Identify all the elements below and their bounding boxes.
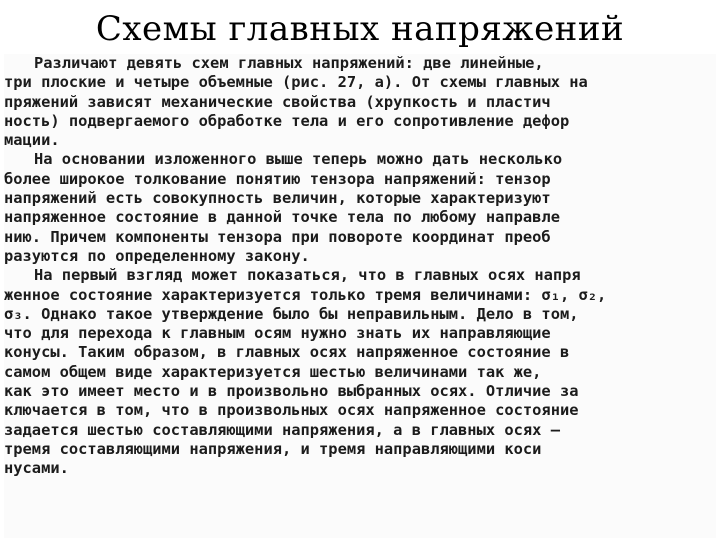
text-line: мации. — [4, 131, 60, 150]
text-line: разуются по определенному закону. — [4, 246, 310, 265]
text-line: На основании изложенного выше теперь можно дать несколько — [34, 150, 563, 169]
text-line: как это имеет место и в произвольно выбранных осях. Отличие за — [4, 382, 579, 401]
text-line: Различают девять схем главных напряжений: две линейные, — [34, 54, 544, 72]
text-line: ключается в том, что в произвольных осях напряженное состояние — [4, 401, 579, 420]
scanned-text-image — [4, 54, 716, 538]
text-line: нию. Причем компоненты тензора при повороте координат преоб — [4, 227, 551, 246]
text-line: нусами. — [4, 459, 69, 478]
document-body — [4, 54, 716, 479]
text-line: тремя составляющими напряжения, и тремя направляющими коси — [4, 439, 542, 458]
text-line: три плоские и четыре объемные (рис. 27, а). От схемы главных на — [4, 73, 588, 92]
text-line: женное состояние характеризуется только тремя величинами: σ₁, σ₂, — [4, 285, 607, 304]
text-line: ность) подвергаемого обработке тела и его сопротивление дефор — [4, 111, 570, 130]
text-line: конусы. Таким образом, в главных осях напряженное состояние в — [4, 343, 570, 362]
text-line: самом общем виде характеризуется шестью величинами так же, — [4, 362, 542, 381]
text-line: На первый взгляд может показаться, что в главных осях напря — [34, 266, 581, 285]
slide-title: Схемы главных напряжений — [95, 9, 625, 49]
text-line: пряжений зависят механические свойства (хрупкость и пластич — [4, 92, 551, 111]
text-line: задается шестью составляющими напряжения, а в главных осях — — [4, 420, 560, 439]
text-line: σ₃. Однако такое утверждение было бы неправильным. Дело в том, — [4, 304, 579, 323]
text-line: более широкое толкование понятию тензора напряжений: тензор — [4, 169, 551, 188]
text-line: напряженное состояние в данной точке тела по любому направле — [4, 208, 560, 227]
text-line: что для перехода к главным осям нужно знать их направляющие — [4, 324, 551, 343]
text-line: напряжений есть совокупность величин, которые характеризуют — [4, 189, 551, 208]
